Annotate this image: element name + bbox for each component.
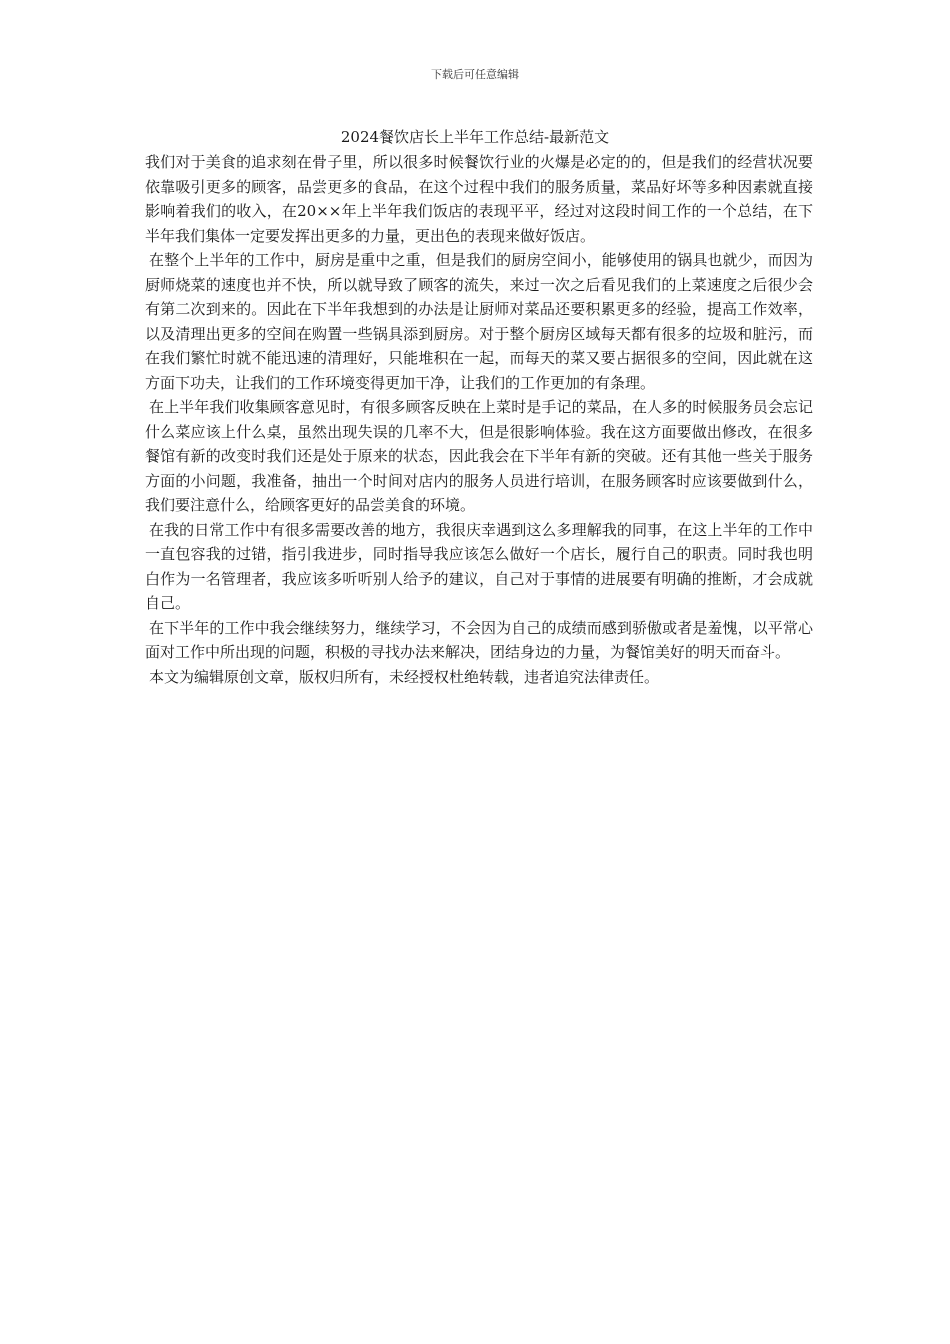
paragraph-kitchen: 在整个上半年的工作中，厨房是重中之重，但是我们的厨房空间小，能够使用的锅具也就少，而因为厨师烧菜的速度也并不快，所以就导致了顾客的流失，来过一次之后看见我们的上菜速度之后很少会有第二次到来的。因此在下半年我想到的办法是让厨师对菜品还要积累更多的经验，提高工作效率，以及清理出更多的空间在购置一些锅具添到厨房。对于整个厨房区域每天都有很多的垃圾和脏污，而在我们繁忙时就不能迅速的清理好，只能堆积在一起，而每天的菜又要占据很多的空间，因此就在这方面下功夫，让我们的工作环境变得更加干净，让我们的工作更加的有条理。 bbox=[145, 251, 813, 392]
document-title: 2024餐饮店长上半年工作总结-最新范文 bbox=[340, 128, 610, 146]
paragraph-copyright: 本文为编辑原创文章，版权归所有，未经授权杜绝转载，违者追究法律责任。 bbox=[149, 667, 660, 686]
header-note: 下载后可任意编辑 bbox=[431, 68, 519, 81]
paragraph-plan: 在下半年的工作中我会继续努力，继续学习，不会因为自己的成绩而感到骄傲或者是羞愧，以平常心面对工作中所出现的问题，积极的寻找办法来解决，团结身边的力量，为餐馆美好的明天而奋斗。 bbox=[145, 618, 813, 661]
paragraph-service: 在上半年我们收集顾客意见时，有很多顾客反映在上菜时是手记的菜品，在人多的时候服务员会忘记什么菜应该上什么桌，虽然出现失误的几率不大，但是很影响体验。我在这方面要做出修改，在很多餐馆有新的改变时我们还是处于原来的状态，因此我会在下半年有新的突破。还有其他一些关于服务方面的小问题，我准备，抽出一个时间对店内的服务人员进行培训，在服务顾客时应该要做到什么，我们要注意什么，给顾客更好的品尝美食的环境。 bbox=[145, 398, 813, 514]
paragraph-intro: 我们对于美食的追求刻在骨子里，所以很多时候餐饮行业的火爆是必定的的，但是我们的经营状况要依靠吸引更多的顾客，品尝更多的食品，在这个过程中我们的服务质量，菜品好坏等多种因素就直接影响着我们的收入，在20××年上半年我们饭店的表现平平，经过对这段时间工作的一个总结，在下半年我们集体一定要发挥出更多的力量，更出色的表现来做好饭店。 bbox=[145, 153, 813, 245]
paragraph-colleagues: 在我的日常工作中有很多需要改善的地方，我很庆幸遇到这么多理解我的同事，在这上半年的工作中一直包容我的过错，指引我进步，同时指导我应该怎么做好一个店长，履行自己的职责。同时我也明白作为一名管理者，我应该多听听别人给予的建议，自己对于事情的进展要有明确的推断，才会成就自己。 bbox=[145, 520, 813, 612]
document-body bbox=[145, 150, 813, 689]
